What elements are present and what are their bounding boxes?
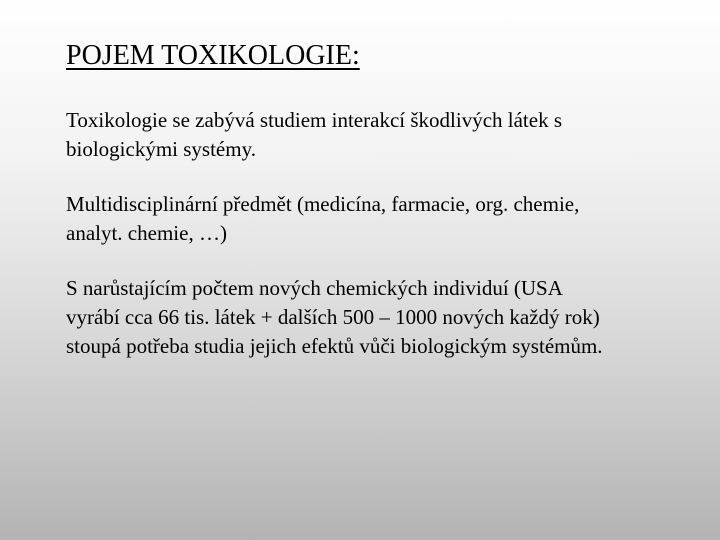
paragraph-definition — [66, 106, 706, 164]
text-line: analyt. chemie, …) — [66, 221, 227, 245]
text-line: vyrábí cca 66 tis. látek + dalších 500 – 1000 nových každý rok) — [66, 305, 600, 329]
text-line: stoupá potřeba studia jejich efektů vůči biologickým systémům. — [66, 334, 603, 358]
paragraph-chemicals — [66, 274, 706, 361]
text-line: biologickými systémy. — [66, 137, 256, 161]
paragraph-multidisciplinary — [66, 190, 706, 248]
text-line: Multidisciplinární předmět (medicína, farmacie, org. chemie, — [66, 192, 580, 216]
text-line: S narůstajícím počtem nových chemických individuí (USA — [66, 276, 563, 300]
slide-title: POJEM TOXIKOLOGIE: — [66, 40, 360, 71]
text-line: Toxikologie se zabývá studiem interakcí škodlivých látek s — [66, 108, 562, 132]
slide-body — [66, 106, 706, 387]
